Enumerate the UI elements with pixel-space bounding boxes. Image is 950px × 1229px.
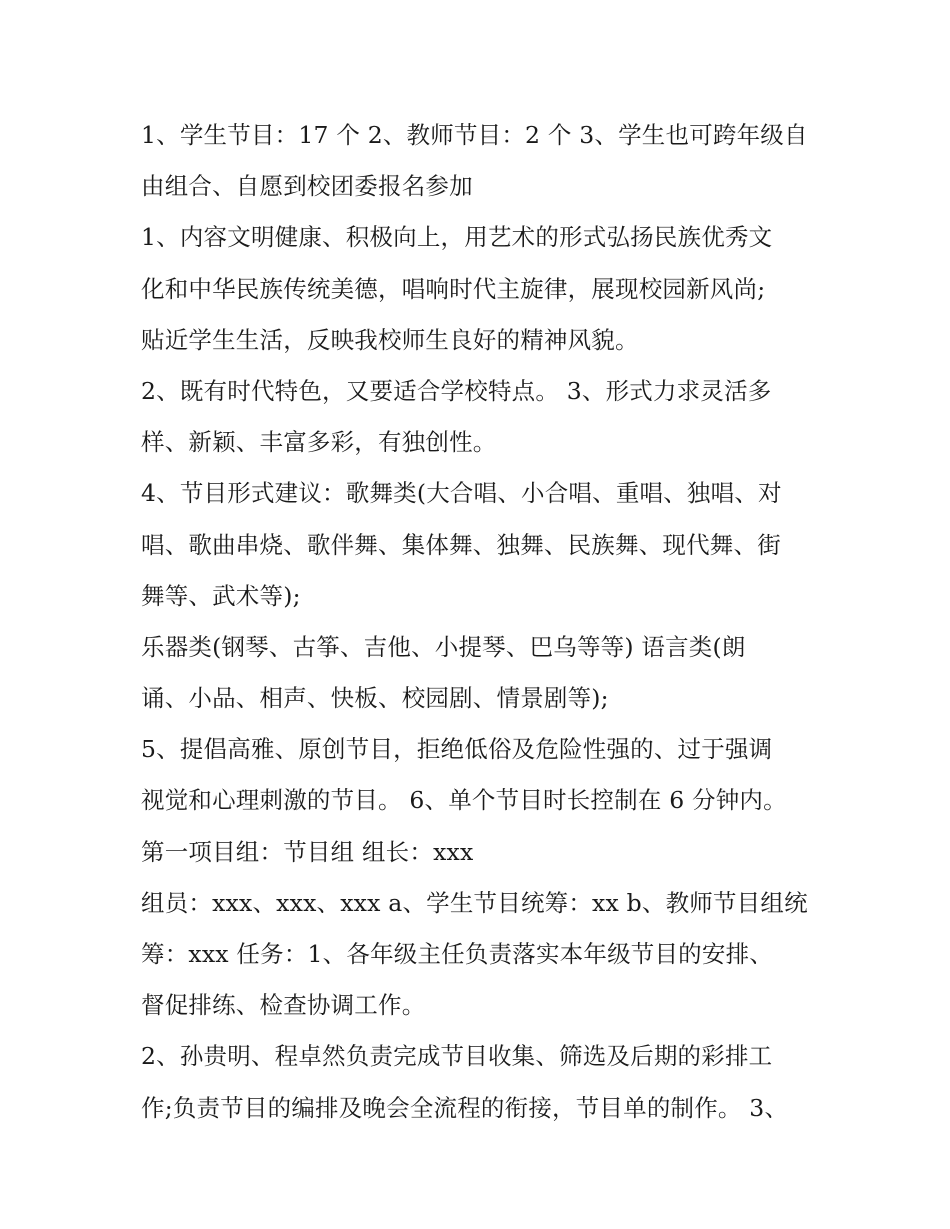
text-line: 唱、歌曲串烧、歌伴舞、集体舞、独舞、民族舞、现代舞、街 [141, 530, 781, 559]
text-line: 作;负责节目的编排及晚会全流程的衔接，节目单的制作。 3、 [141, 1093, 789, 1122]
text-line: 2、既有时代特色，又要适合学校特点。 3、形式力求灵活多 [141, 376, 772, 405]
text-line: 由组合、自愿到校团委报名参加 [141, 172, 473, 201]
text-line: 筹：xxx 任务：1、各年级主任负责落实本年级节目的安排、 [141, 940, 773, 968]
text-line: 1、学生节目：17 个 2、教师节目：2 个 3、学生也可跨年级自 [141, 121, 808, 149]
text-line: 督促排练、检查协调工作。 [141, 991, 426, 1020]
text-line: 4、节目形式建议：歌舞类(大合唱、小合唱、重唱、独唱、对 [141, 479, 782, 508]
text-line: 5、提倡高雅、原创节目，拒绝低俗及危险性强的、过于强调 [141, 735, 773, 764]
text-line: 乐器类(钢琴、古筝、吉他、小提琴、巴乌等等) 语言类(朗 [141, 632, 746, 661]
text-line: 视觉和心理刺激的节目。 6、单个节目时长控制在 6 分钟内。 [141, 786, 787, 815]
text-line: 组员：xxx、xxx、xxx a、学生节目统筹：xx b、教师节目组统 [141, 888, 808, 917]
text-line: 舞等、武术等); [141, 581, 301, 610]
text-line: 样、新颖、丰富多彩，有独创性。 [141, 428, 497, 457]
text-line: 第一项目组：节目组 组长：xxx [141, 837, 474, 866]
text-line: 1、内容文明健康、积极向上，用艺术的形式弘扬民族优秀文 [141, 223, 773, 252]
text-line: 贴近学生生活，反映我校师生良好的精神风貌。 [141, 325, 639, 354]
text-line: 诵、小品、相声、快板、校园剧、情景剧等); [141, 684, 609, 713]
text-line: 化和中华民族传统美德，唱响时代主旋律，展现校园新风尚; [141, 274, 766, 303]
text-line: 2、孙贵明、程卓然负责完成节目收集、筛选及后期的彩排工 [141, 1042, 773, 1071]
